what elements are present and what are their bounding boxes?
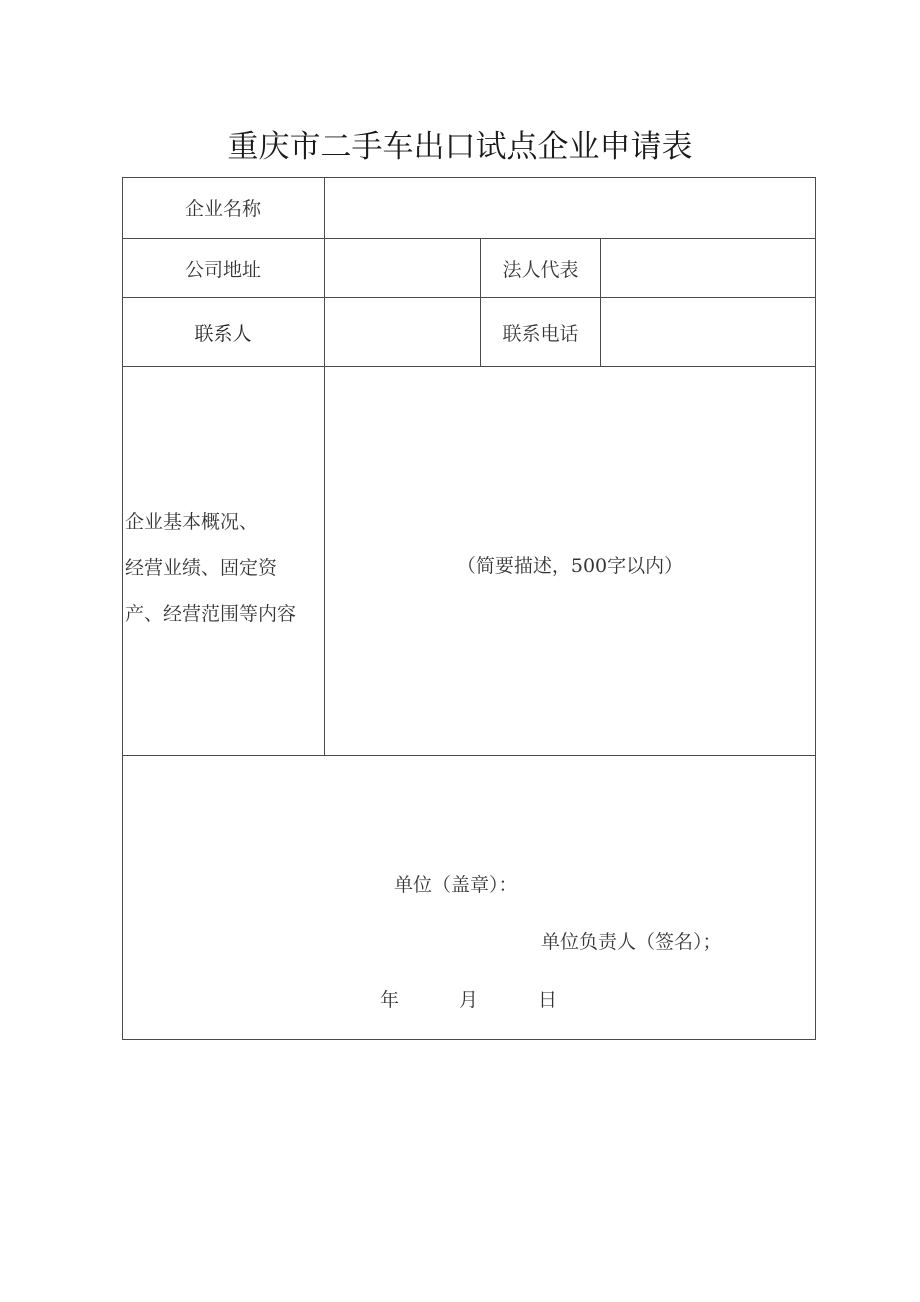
company-name-label: 企业名称 xyxy=(184,198,261,220)
page-title: 重庆市二手车出口试点企业申请表 xyxy=(227,129,693,165)
overview-label xyxy=(125,499,296,637)
legal-rep-label: 法人代表 xyxy=(502,259,579,281)
overview-label-line: 经营业绩、固定资 xyxy=(125,557,278,579)
contact-phone-label: 联系电话 xyxy=(502,323,579,345)
table-border-right xyxy=(815,177,816,1040)
application-form-table xyxy=(122,177,816,1040)
table-border-bottom xyxy=(122,1039,816,1040)
company-address-label: 公司地址 xyxy=(184,259,261,281)
date-day-label: 日 xyxy=(538,989,558,1011)
legal-rep-field[interactable] xyxy=(601,239,815,297)
date-month-label: 月 xyxy=(459,989,479,1011)
contact-phone-field[interactable] xyxy=(601,298,815,366)
date-year-label: 年 xyxy=(380,989,400,1011)
overview-label-line: 产、经营范围等内容 xyxy=(125,603,297,625)
contact-person-field[interactable] xyxy=(325,298,480,366)
contact-person-label: 联系人 xyxy=(194,323,252,345)
overview-hint: （简要描述，500字以内） xyxy=(456,555,684,577)
overview-label-line: 企业基本概况、 xyxy=(125,511,259,533)
unit-head-signature-label: 单位负责人（签名）； xyxy=(541,931,722,953)
unit-seal-label: 单位（盖章）： xyxy=(394,874,518,896)
company-address-field[interactable] xyxy=(325,239,480,297)
company-name-field[interactable] xyxy=(325,178,815,238)
